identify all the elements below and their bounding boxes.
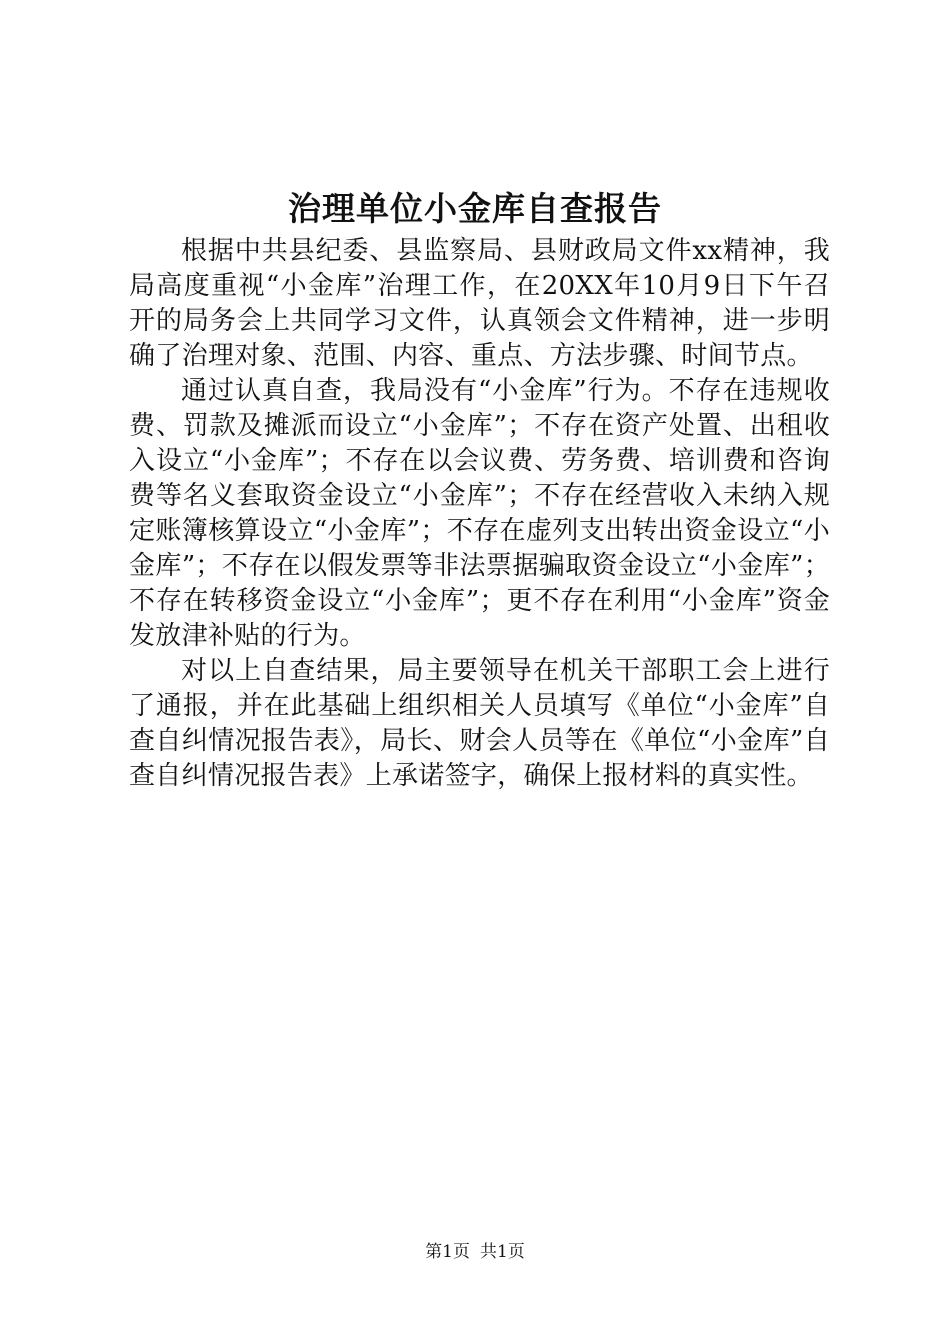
page-number: 第1页 [425, 1242, 470, 1262]
page-footer [0, 1240, 950, 1264]
document-title: 治理单位小金库自查报告 [288, 189, 662, 228]
paragraph-intro: 根据中共县纪委、县监察局、县财政局文件xx精神，我局高度重视“小金库”治理工作，在20XX年10月9日下午召开的局务会上共同学习文件，认真领会文件精神，进一步明确了治理对象、范围、内容、重点、方法步骤、时间节点。 [129, 236, 830, 371]
document-body [129, 234, 830, 794]
page-total: 共1页 [480, 1242, 525, 1262]
paragraph-self-check: 通过认真自查，我局没有“小金库”行为。不存在违规收费、罚款及摊派而设立“小金库”；不存在资产处置、出租收入设立“小金库”；不存在以会议费、劳务费、培训费和咨询费等名义套取资金设立“小金库”；不存在经营收入未纳入规定账簿核算设立“小金库”；不存在虚列支出转出资金设立“小金库”；不存在以假发票等非法票据骗取资金设立“小金库”；不存在转移资金设立“小金库”；更不存在利用“小金库”资金发放津补贴的行为。 [129, 376, 830, 651]
paragraph-conclusion: 对以上自查结果，局主要领导在机关干部职工会上进行了通报，并在此基础上组织相关人员填写《单位“小金库”自查自纠情况报告表》，局长、财会人员等在《单位“小金库”自查自纠情况报告表》上承诺签字，确保上报材料的真实性。 [129, 656, 831, 791]
